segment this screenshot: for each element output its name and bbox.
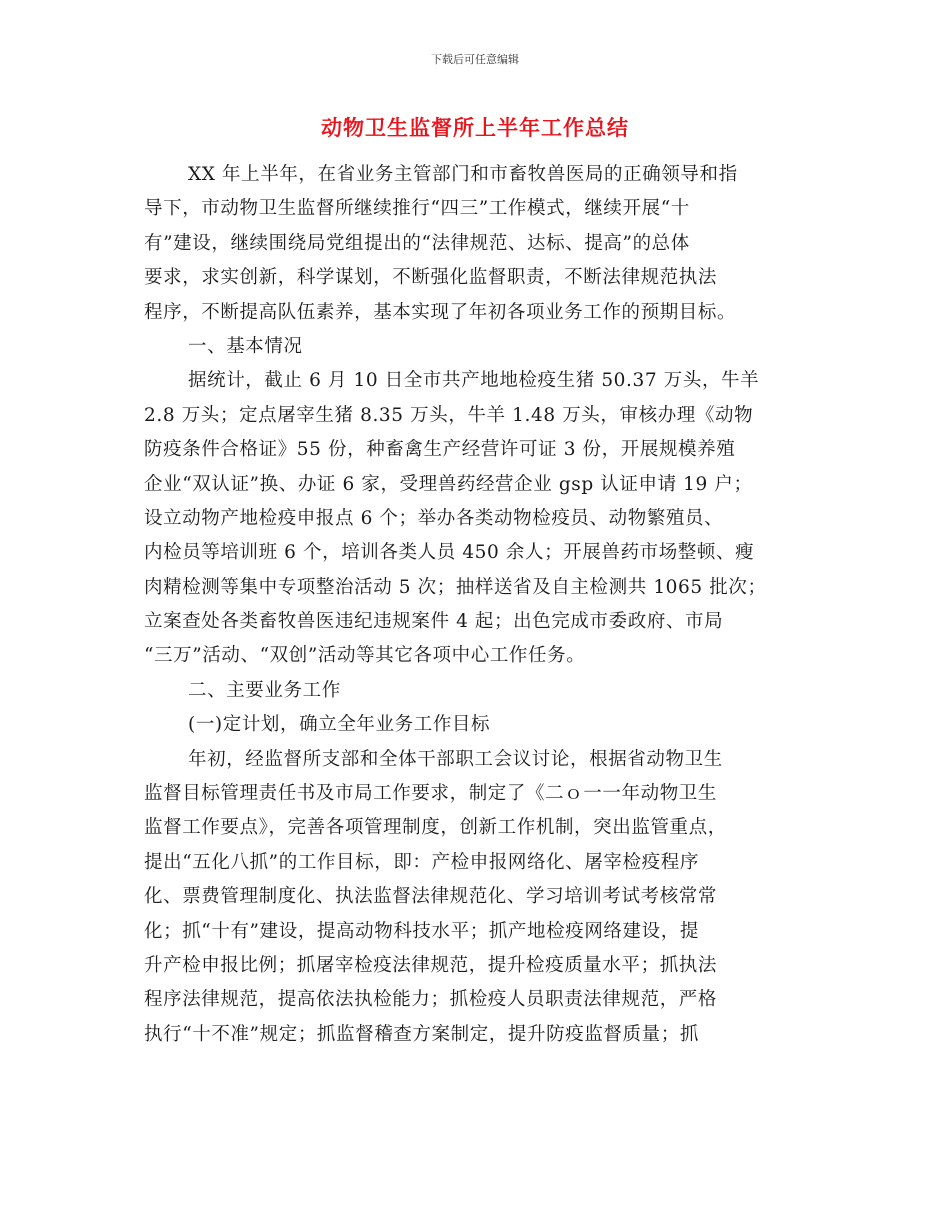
paragraph-line: 一、基本情况	[188, 335, 303, 357]
paragraph-line: 执行“十不准”规定；抓监督稽查方案制定，提升防疫监督质量；抓	[144, 1023, 699, 1045]
document-body	[144, 158, 804, 1052]
paragraph-line: 防疫条件合格证》55 份，种畜禽生产经营许可证 3 份，开展规模养殖	[144, 439, 736, 461]
paragraph-line: 监督工作要点》，完善各项管理制度，创新工作机制，突出监管重点，	[144, 817, 727, 839]
paragraph-line: 程序法律规范，提高依法执检能力；抓检疫人员职责法律规范，严格	[144, 989, 718, 1011]
paragraph-line: 监督目标管理责任书及市局工作要求，制定了《二ｏ一一年动物卫生	[144, 783, 718, 805]
paragraph-line: “三万”活动、“双创”活动等其它各项中心工作任务。	[144, 645, 586, 667]
paragraph-line: 化；抓“十有”建设，提高动物科技水平；抓产地检疫网络建设，提	[144, 920, 699, 942]
paragraph-line: 2.8 万头；定点屠宰生猪 8.35 万头，牛羊 1.48 万头，审核办理《动物	[144, 404, 754, 426]
paragraph-line: 年初，经监督所支部和全体干部职工会议讨论，根据省动物卫生	[188, 748, 723, 770]
paragraph-line: 有”建设，继续围绕局党组提出的“法律规范、达标、提高”的总体	[144, 232, 690, 254]
paragraph-line: 升产检申报比例；抓屠宰检疫法律规范，提升检疫质量水平；抓执法	[144, 954, 718, 976]
paragraph-line: 提出“五化八抓”的工作目标，即：产检申报网络化、屠宰检疫程序	[144, 851, 699, 873]
document-title: 动物卫生监督所上半年工作总结	[321, 115, 629, 140]
paragraph-line: 企业“双认证”换、办证 6 家，受理兽药经营企业 gsp 认证申请 19 户；	[144, 473, 753, 495]
paragraph-line: 内检员等培训班 6 个，培训各类人员 450 余人；开展兽药市场整顿、瘦	[144, 542, 755, 564]
paragraph-line: XX 年上半年，在省业务主管部门和市畜牧兽医局的正确领导和指	[188, 164, 738, 185]
paragraph-line: 化、票费管理制度化、执法监督法律规范化、学习培训考试考核常常	[144, 886, 718, 908]
paragraph-line: 导下，市动物卫生监督所继续推行“四三”工作模式，继续开展“十	[144, 198, 690, 220]
page-header: 下载后可任意编辑	[431, 53, 519, 66]
paragraph-line: (一)定计划，确立全年业务工作目标	[188, 714, 491, 736]
paragraph-line: 要求，求实创新，科学谋划，不断强化监督职责，不断法律规范执法	[144, 267, 718, 289]
paragraph-line: 二、主要业务工作	[188, 679, 341, 701]
paragraph-line: 据统计，截止 6 月 10 日全市共产地地检疫生猪 50.37 万头，牛羊	[188, 370, 760, 392]
paragraph-line: 立案查处各类畜牧兽医违纪违规案件 4 起；出色完成市委政府、市局	[144, 611, 724, 633]
paragraph-line: 程序，不断提高队伍素养，基本实现了年初各项业务工作的预期目标。	[144, 301, 737, 323]
paragraph-line: 设立动物产地检疫申报点 6 个；举办各类动物检疫员、动物繁殖员、	[144, 507, 724, 529]
paragraph-line: 肉精检测等集中专项整治活动 5 次；抽样送省及自主检测共 1065 批次；	[144, 576, 767, 598]
